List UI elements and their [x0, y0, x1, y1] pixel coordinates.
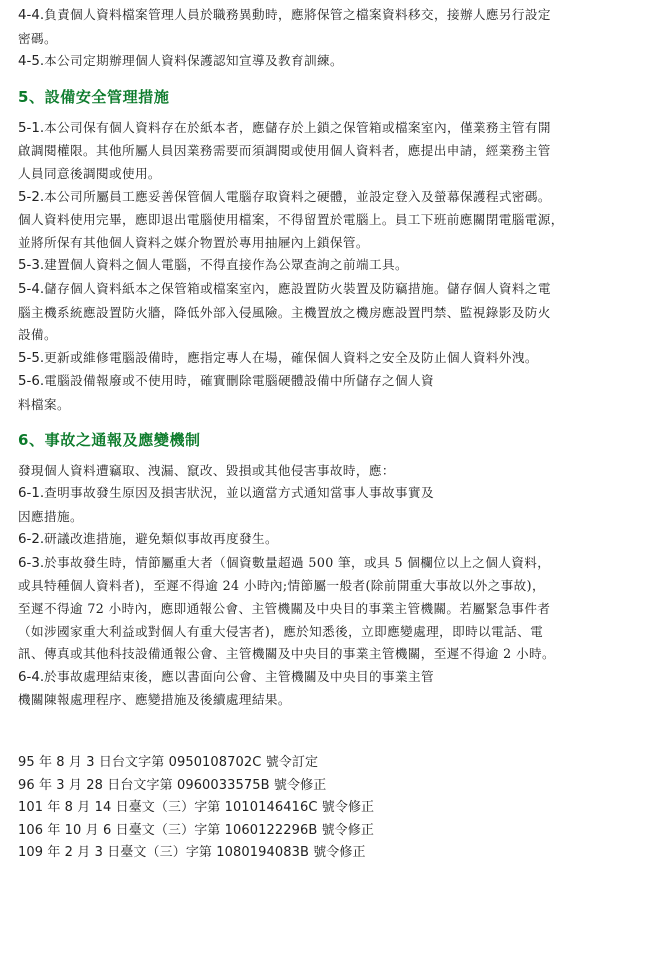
- clause-text-line: 於事故發生時，情節屬重大者（個資數量超過 500 筆，或具 5 個欄位以上之個人資料，: [44, 554, 551, 570]
- clause-5-3: [18, 254, 636, 278]
- clause-text-line: 本公司保有個人資料存在於紙本者，應儲存於上鎖之保管箱或檔案室內，僅業務主管有開: [44, 119, 551, 135]
- clause-5-1: [18, 117, 636, 186]
- clause-text-line: 因應措施。: [18, 508, 83, 524]
- clause-number: 5-6.: [18, 374, 45, 390]
- clause-number: 4-4.: [18, 8, 45, 23]
- clause-5-6: [18, 370, 636, 416]
- clause-number: 6-3.: [18, 555, 45, 571]
- section-6-heading: 6、事故之通報及應變機制: [18, 430, 201, 449]
- revision-entry: 109 年 2 月 3 日臺文（三）字第 1080194083B 號令修正: [18, 845, 366, 861]
- section-5-heading: 5、設備安全管理措施: [18, 87, 170, 106]
- clause-text-line: 更新或維修電腦設備時，應指定專人在場，確保個人資料之安全及防止個人資料外洩。: [44, 349, 538, 365]
- revision-history: [18, 752, 636, 865]
- revision-entry: 101 年 8 月 14 日臺文（三）字第 1010146416C 號令修正: [18, 800, 375, 816]
- clause-number: 5-5.: [18, 350, 45, 366]
- clause-number: 6-4.: [18, 669, 45, 685]
- revision-entry: 96 年 3 月 28 日台文字第 0960033575B 號令修正: [18, 777, 327, 793]
- clause-text-line: 至遲不得逾 72 小時內，應即通報公會、主管機關及中央目的事業主管機關。若屬緊急事件者: [18, 601, 551, 617]
- clause-number: 5-1.: [18, 120, 45, 136]
- clause-text-line: 本公司所屬員工應妥善保管個人電腦存取資料之硬體，並設定登入及螢幕保護程式密碼。: [44, 188, 551, 204]
- clause-4-4: [18, 4, 636, 50]
- clause-text-line: 機關陳報處理程序、應變措施及後續處理結果。: [18, 692, 291, 708]
- clause-text-line: 設備。: [18, 327, 57, 343]
- clause-text-line: 密碼。: [18, 30, 57, 46]
- clause-text-line: （如涉國家重大利益或對個人有重大侵害者)，應於知悉後，立即應變處理，即時以電話、電: [18, 623, 544, 639]
- clause-6-3: [18, 552, 636, 666]
- clause-number: 5-4.: [18, 281, 45, 297]
- clause-text-line: 負責個人資料檔案管理人員於職務異動時，應將保管之檔案資料移交，接辦人應另行設定: [44, 7, 551, 22]
- clause-text-line: 個人資料使用完畢，應即退出電腦使用檔案，不得留置於電腦上。員工下班前應關閉電腦電源，: [18, 212, 564, 228]
- clause-text-line: 或具特種個人資料者)，至遲不得逾 24 小時內;情節屬一般者(除前開重大事故以外之事故)，: [18, 578, 545, 594]
- clause-text-line: 啟調閱權限。其他所屬人員因業務需要而須調閱或使用個人資料者，應提出申請，經業務主管: [18, 143, 551, 159]
- clause-number: 5-2.: [18, 189, 45, 205]
- clause-text-line: 研議改進措施，避免類似事故再度發生。: [44, 531, 279, 547]
- clause-text-line: 腦主機系統應設置防火牆，降低外部入侵風險。主機置放之機房應設置門禁、監視錄影及防火: [18, 304, 551, 320]
- clause-text-line: 訊、傳真或其他科技設備通報公會、主管機關及中央目的事業主管機關，至遲不得逾 2 小時。: [18, 646, 555, 662]
- document-body: [18, 4, 636, 712]
- clause-number: 4-5.: [18, 54, 45, 70]
- clause-text-line: 電腦設備報廢或不使用時，確實刪除電腦硬體設備中所儲存之個人資: [44, 373, 434, 389]
- clause-text-line: 料檔案。: [18, 396, 70, 412]
- clause-text-line: 查明事故發生原因及損害狀況，並以適當方式通知當事人事故事實及: [44, 485, 434, 501]
- clause-5-4: [18, 278, 636, 347]
- revision-entry: 106 年 10 月 6 日臺文（三）字第 1060122296B 號令修正: [18, 822, 374, 838]
- clause-text-line: 本公司定期辦理個人資料保護認知宣導及教育訓練。: [44, 53, 343, 69]
- clause-text-line: 人員同意後調閱或使用。: [18, 165, 161, 181]
- clause-number: 5-3.: [18, 258, 45, 274]
- clause-5-5: [18, 347, 636, 371]
- section-6-intro: 發現個人資料遭竊取、洩漏、竄改、毀損或其他侵害事故時，應：: [18, 462, 395, 478]
- clause-text-line: 並將所保有其他個人資料之媒介物置於專用抽屜內上鎖保管。: [18, 234, 369, 250]
- revision-entry: 95 年 8 月 3 日台文字第 0950108702C 號令訂定: [18, 755, 319, 770]
- clause-5-2: [18, 186, 636, 255]
- clause-6-2: [18, 528, 636, 552]
- clause-6-1: [18, 482, 636, 528]
- clause-4-5: [18, 50, 636, 74]
- clause-number: 6-2.: [18, 532, 45, 548]
- clause-text-line: 建置個人資料之個人電腦，不得直接作為公眾查詢之前端工具。: [44, 257, 408, 273]
- clause-text-line: 儲存個人資料紙本之保管箱或檔案室內，應設置防火裝置及防竊措施。儲存個人資料之電: [44, 280, 551, 296]
- clause-6-4: [18, 666, 636, 712]
- clause-number: 6-1.: [18, 486, 45, 502]
- clause-text-line: 於事故處理結束後，應以書面向公會、主管機關及中央目的事業主管: [44, 668, 434, 684]
